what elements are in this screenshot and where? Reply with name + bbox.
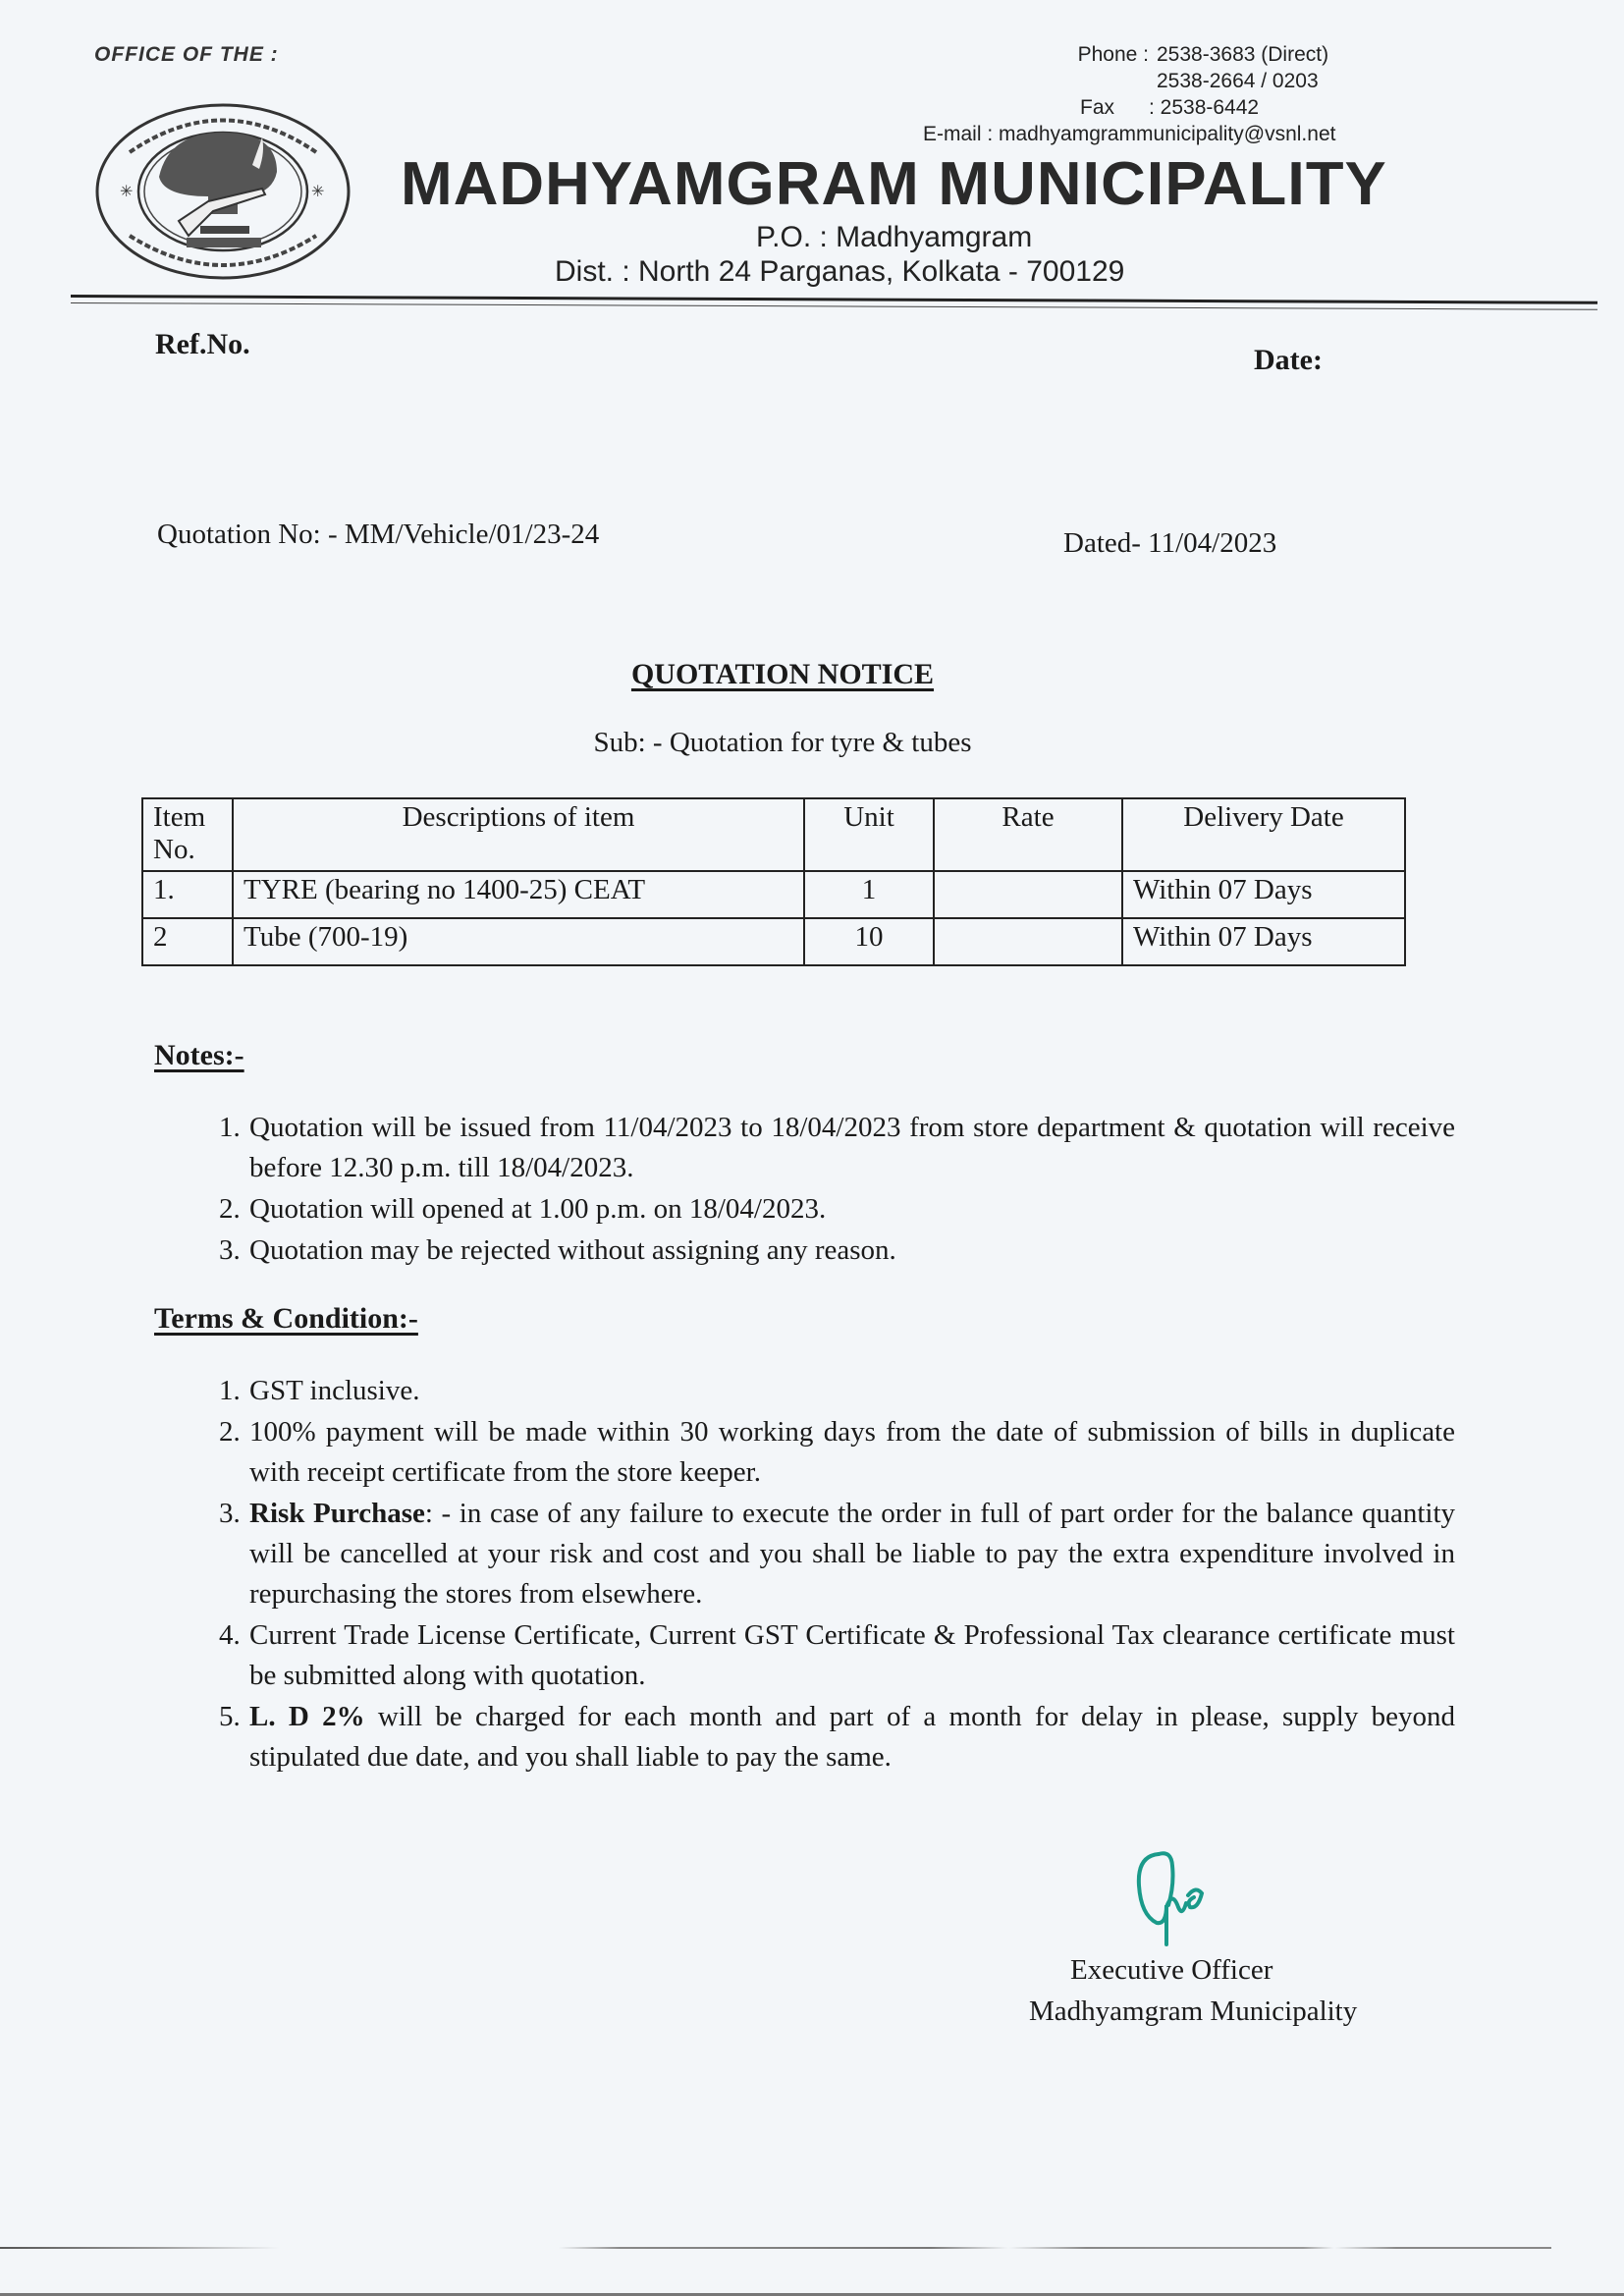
phone-other: 2538-2664 / 0203 — [1157, 70, 1319, 92]
post-office: P.O. : Madhyamgram — [756, 221, 1033, 253]
scan-artifact-line — [0, 2247, 1551, 2249]
signatory-title: Executive Officer — [1070, 1954, 1273, 1986]
svg-text:✳: ✳ — [120, 184, 134, 200]
handwritten-signature — [1127, 1846, 1235, 1954]
term-text: will be charged for each month and part of a month for delay in please, supply beyond stipulated due date, and you shall liable to pay the same. — [249, 1701, 1455, 1773]
terms-heading: Terms & Condition:- — [154, 1302, 418, 1335]
fax-number: : 2538-6442 — [1149, 96, 1260, 119]
quotation-number: Quotation No: - MM/Vehicle/01/23-24 — [157, 519, 600, 550]
date-label: Date: — [1254, 344, 1323, 376]
term-item — [247, 1615, 1455, 1696]
notes-list — [196, 1108, 1455, 1272]
notice-title: QUOTATION NOTICE — [630, 658, 935, 690]
cell-unit: 1 — [804, 871, 934, 918]
quotation-date: Dated- 11/04/2023 — [1063, 527, 1277, 559]
cell-item-no: 2 — [142, 918, 233, 965]
cell-unit: 10 — [804, 918, 934, 965]
notice-subject: Sub: - Quotation for tyre & tubes — [593, 727, 972, 758]
term-item — [247, 1412, 1455, 1493]
phone-label: Phone : — [1077, 43, 1149, 66]
notes-heading: Notes:- — [154, 1039, 244, 1071]
term-bold-label: Risk Purchase — [249, 1498, 425, 1529]
cell-rate — [934, 871, 1122, 918]
cell-rate — [934, 918, 1122, 965]
table-row — [142, 871, 1405, 918]
header-rate: Rate — [934, 798, 1122, 871]
term-item — [247, 1697, 1455, 1777]
term-bold-label: L. D 2% — [249, 1701, 365, 1732]
header-delivery-date: Delivery Date — [1122, 798, 1405, 871]
items-table — [141, 797, 1406, 966]
term-item — [247, 1494, 1455, 1614]
office-of-label: OFFICE OF THE : — [94, 43, 279, 66]
header-description: Descriptions of item — [233, 798, 804, 871]
header-divider-thin — [71, 302, 1597, 310]
term-text: : - in case of any failure to execute the order in full of part order for the balance quantity will be cancelled at your risk and cost and you shall be liable to pay the extra expenditure involved in repurchasing the stores from elsewhere. — [249, 1498, 1455, 1610]
svg-text:✳: ✳ — [311, 184, 325, 200]
terms-list — [196, 1371, 1455, 1778]
district-address: Dist. : North 24 Parganas, Kolkata - 700129 — [555, 255, 1125, 288]
fax-label: Fax — [1080, 96, 1115, 119]
cell-delivery: Within 07 Days — [1122, 871, 1405, 918]
cell-description: TYRE (bearing no 1400-25) CEAT — [233, 871, 804, 918]
note-item: 3. Quotation may be rejected without assigning any reason. — [247, 1230, 1455, 1271]
cell-description: Tube (700-19) — [233, 918, 804, 965]
table-row — [142, 918, 1405, 965]
term-item — [247, 1371, 1455, 1411]
term-text: 100% payment will be made within 30 working days from the date of submission of bills in duplicate with receipt certificate from the store keeper. — [249, 1416, 1455, 1488]
cell-delivery: Within 07 Days — [1122, 918, 1405, 965]
email-address: E-mail : madhyamgrammunicipality@vsnl.net — [923, 123, 1336, 145]
municipality-title: MADHYAMGRAM MUNICIPALITY — [401, 150, 1387, 218]
signatory-organization: Madhyamgram Municipality — [1029, 1995, 1358, 2027]
municipality-seal-logo — [90, 98, 355, 285]
term-text: Current Trade License Certificate, Current GST Certificate & Professional Tax clearance certificate must be submitted along with quotation. — [249, 1619, 1455, 1691]
table-header-row — [142, 798, 1405, 871]
contact-block — [923, 41, 1336, 147]
phone-direct: 2538-3683 (Direct) — [1157, 43, 1329, 66]
header-item-no: Item No. — [142, 798, 233, 871]
term-text: GST inclusive. — [249, 1375, 420, 1406]
note-item: 2. Quotation will opened at 1.00 p.m. on 18/04/2023. — [247, 1189, 1455, 1230]
header-unit: Unit — [804, 798, 934, 871]
ref-no-label: Ref.No. — [155, 328, 250, 360]
note-item: 1. Quotation will be issued from 11/04/2023 to 18/04/2023 from store department & quotation will receive before 12.30 p.m. till 18/04/2023. — [247, 1108, 1455, 1188]
cell-item-no: 1. — [142, 871, 233, 918]
